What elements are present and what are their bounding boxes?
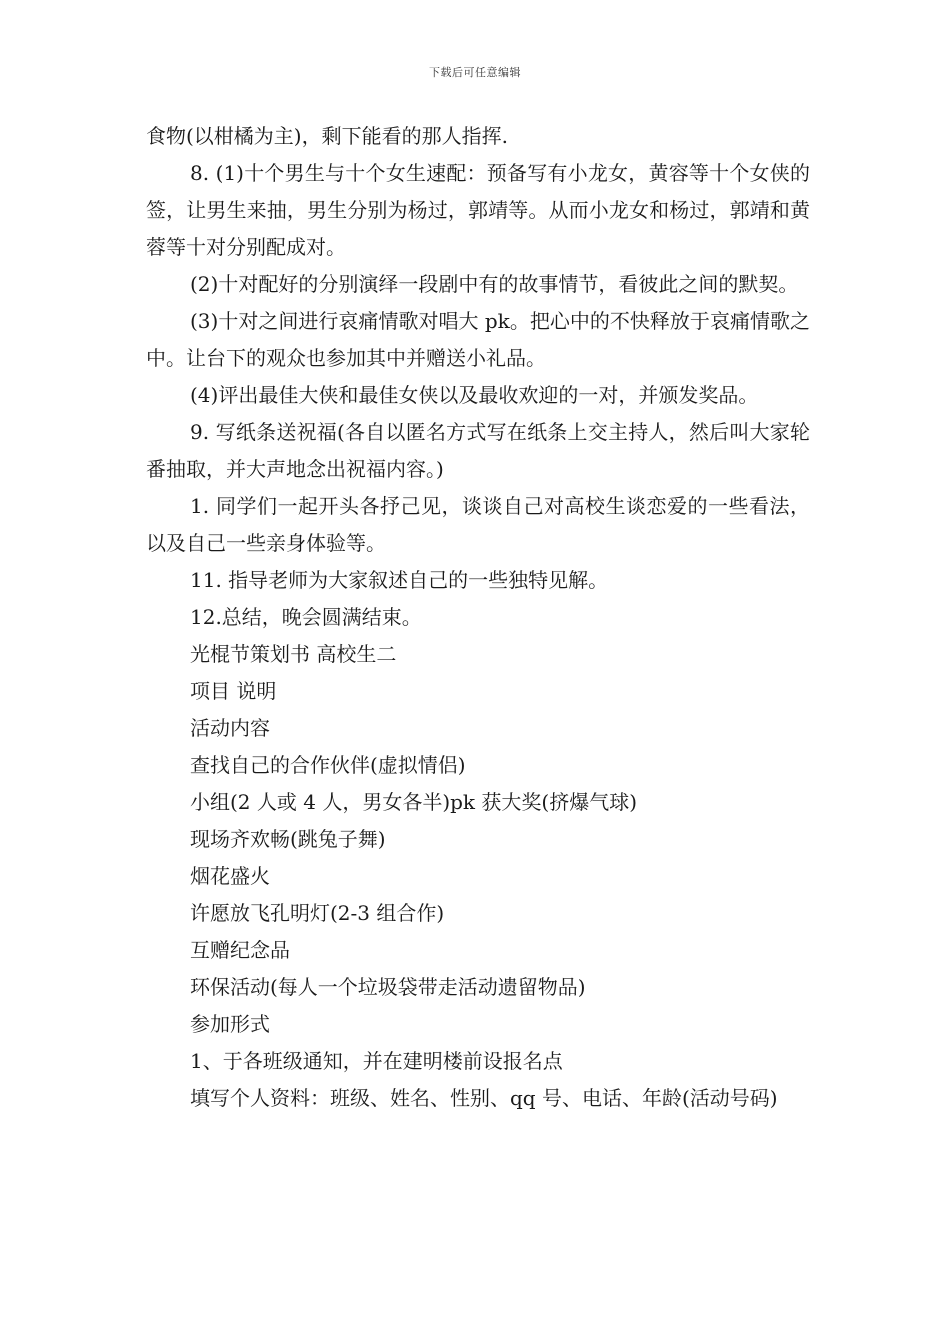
paragraph: 活动内容 [190,716,270,740]
paragraph: (2)十对配好的分别演绎一段剧中有的故事情节，看彼此之间的默契。 [190,272,799,296]
paragraph: (4)评出最佳大侠和最佳女侠以及最收欢迎的一对，并颁发奖品。 [190,383,759,407]
paragraph: 1、于各班级通知，并在建明楼前设报名点 [190,1049,563,1073]
paragraph: 小组(2 人或 4 人，男女各半)pk 获大奖(挤爆气球) [190,790,638,814]
paragraph: 烟花盛火 [190,864,270,888]
document-body [146,118,810,1117]
paragraph: 12.总结，晚会圆满结束。 [190,605,422,629]
paragraph: 互赠纪念品 [190,938,290,962]
paragraph: 填写个人资料：班级、姓名、性别、qq 号、电话、年龄(活动号码) [190,1086,778,1110]
paragraph: 查找自己的合作伙伴(虚拟情侣) [190,753,466,777]
paragraph: 食物(以柑橘为主)，剩下能看的那人指挥. [146,124,508,148]
paragraph: 8. (1)十个男生与十个女生速配：预备写有小龙女，黄容等十个女侠的签，让男生来抽，男生分别为杨过，郭靖等。从而小龙女和杨过，郭靖和黄蓉等十对分别配成对。 [146,161,810,259]
page-header: 下载后可任意编辑 [429,66,521,79]
paragraph: 11. 指导老师为大家叙述自己的一些独特见解。 [190,568,609,592]
paragraph: 环保活动(每人一个垃圾袋带走活动遗留物品) [190,975,586,999]
paragraph: 9. 写纸条送祝福(各自以匿名方式写在纸条上交主持人，然后叫大家轮番抽取，并大声地念出祝福内容。) [146,420,810,481]
paragraph: 项目 说明 [190,679,277,703]
paragraph: 许愿放飞孔明灯(2-3 组合作) [190,901,445,925]
paragraph: 现场齐欢畅(跳兔子舞) [190,827,386,851]
paragraph: (3)十对之间进行哀痛情歌对唱大 pk。把心中的不快释放于哀痛情歌之中。让台下的观众也参加其中并赠送小礼品。 [146,309,810,370]
paragraph: 光棍节策划书 高校生二 [190,642,397,666]
paragraph: 1. 同学们一起开头各抒己见，谈谈自己对高校生谈恋爱的一些看法，以及自己一些亲身体验等。 [146,494,810,555]
paragraph: 参加形式 [190,1012,270,1036]
